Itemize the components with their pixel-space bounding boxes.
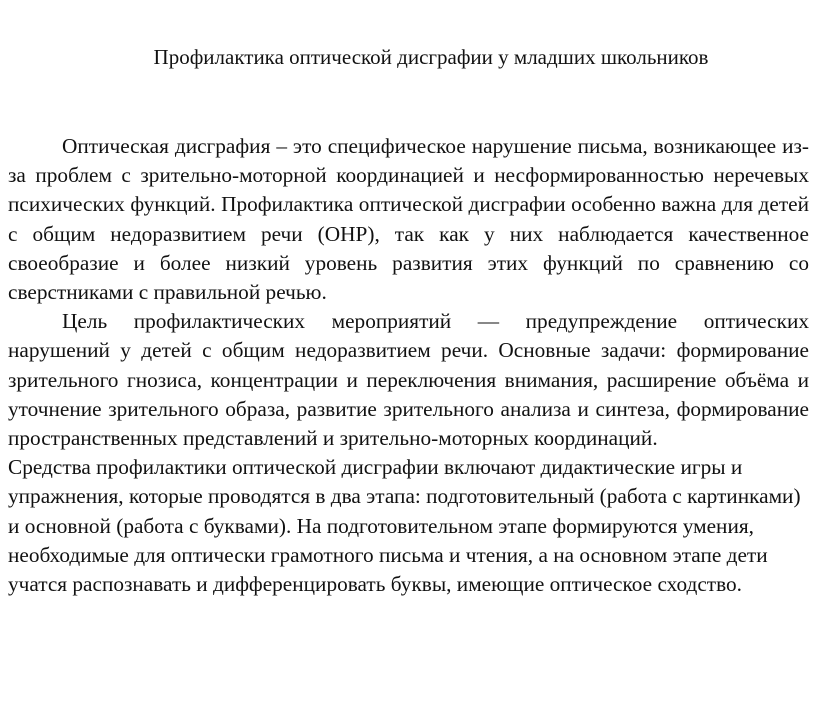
- paragraph-goals: Цель профилактических мероприятий — предупреждение оптических нарушений у детей с общим недоразвитием речи. Основные задачи: формирование зрительного гнозиса, концентрации и переключения внимания, расширение объёма и уточнение зрительного образа, развитие зрительного анализа и синтеза, формирование пространственных представлений и зрительно-моторных координаций.: [8, 309, 809, 451]
- document-title: Профилактика оптической дисграфии у младших школьников: [153, 45, 709, 69]
- paragraph-definition: Оптическая дисграфия – это специфическое нарушение письма, возникающее из-за проблем с зрительно-моторной координацией и несформированностью неречевых психических функций. Профилактика оптической дисграфии особенно важна для детей с общим недоразвитием речи (ОНР), так как у них наблюдается качественное своеобразие и более низкий уровень развития этих функций по сравнению со сверстниками с правильной речью.: [8, 134, 809, 305]
- paragraph-methods: Средства профилактики оптической дисграфии включают дидактические игры и упражнения, которые проводятся в два этапа: подготовительный (работа с картинками) и основной (работа с буквами). На подготовительном этапе формируются умения, необходимые для оптически грамотного письма и чтения, а на основном этапе дети учатся распознавать и дифференцировать буквы, имеющие оптическое сходство.: [8, 455, 801, 597]
- document-body: [8, 132, 809, 599]
